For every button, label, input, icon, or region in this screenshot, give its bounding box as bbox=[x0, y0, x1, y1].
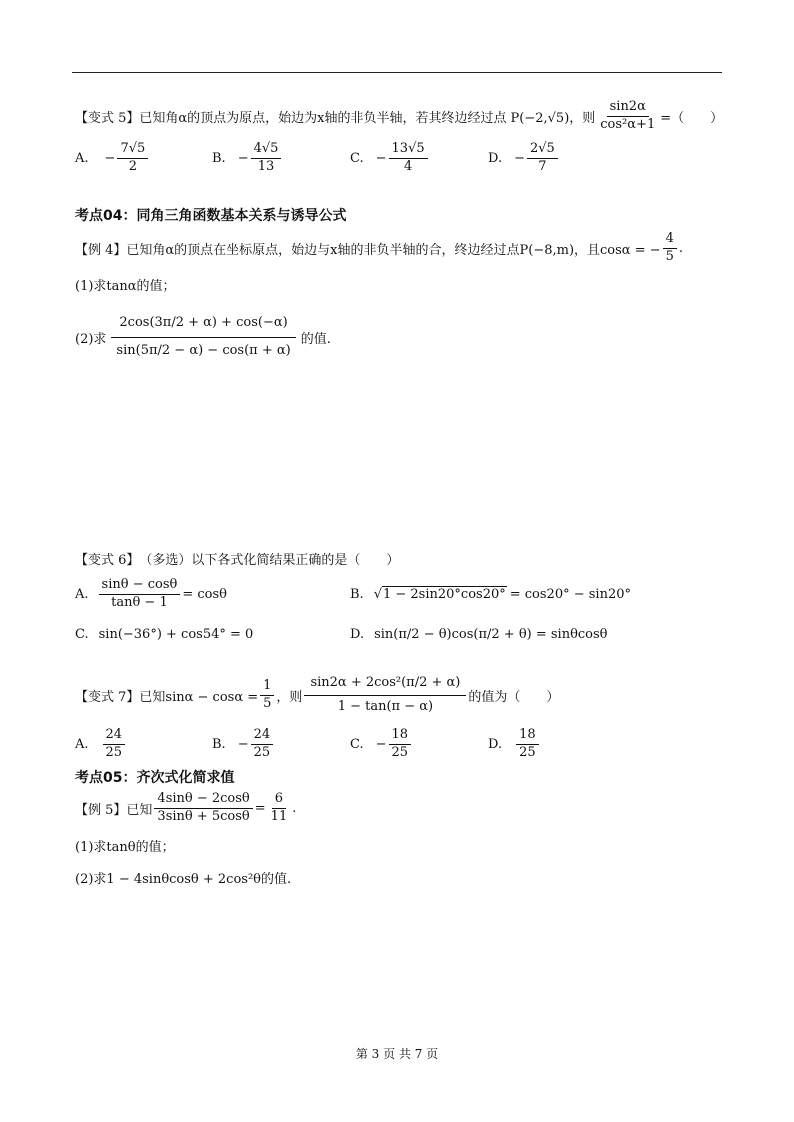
li5-expr: $\frac{4\sin\theta - 2\cos\theta}{3\sin\theta + 5\cos\theta}$ bbox=[154, 792, 252, 825]
li5-q2: (2)求1 − 4sinθcosθ + 2cos²θ的值. bbox=[75, 872, 292, 887]
bianshi7-option-c[interactable]: C. − $\frac{18}{25}$ bbox=[350, 728, 413, 761]
bianshi5-stem bbox=[75, 100, 723, 133]
li4-q1: (1)求tanα的值； bbox=[75, 279, 176, 294]
bianshi6-option-a[interactable]: A. $\frac{\sin\theta - \cos\theta}{\tan\theta - 1}$ = cosθ bbox=[75, 577, 227, 610]
bianshi5-label: 【变式 5】 bbox=[75, 110, 140, 126]
bianshi5-expr: $\frac{\sin 2\alpha}{\text{cos²α+1}}$ bbox=[600, 99, 656, 132]
bianshi5-option-a[interactable]: A. − $\frac{7√5}{2}$ bbox=[75, 142, 150, 175]
li4-stem: 【例 4】 已知角α的顶点在坐标原点，始边与x轴的非负半轴的合，终边经过点P(−8,m)，且cosα = − $\frac{4}{5}$ . bbox=[75, 231, 684, 264]
li5-text: 已知 bbox=[126, 802, 153, 818]
bianshi7-stem: 【变式 7】 已知sinα − cosα = $\frac{1}{5}$ ，则 $\frac{\text{sin2α + 2cos²(π/2 + α)}}{1 - \tan(\pi - \alpha)}$ 的值为（ ） bbox=[75, 672, 559, 719]
section-05-title: 考点05：齐次式化简求值 bbox=[75, 770, 235, 786]
bianshi7-expr: $\frac{\text{sin2α + 2cos²(π/2 + α)}}{1 - \tan(\pi - \alpha)}$ bbox=[304, 672, 466, 719]
li4-label: 【例 4】 bbox=[75, 242, 127, 258]
bianshi7-frac: $\frac{1}{5}$ bbox=[260, 679, 274, 712]
li5-stem: 【例 5】 已知 $\frac{4\sin\theta - 2\cos\theta}{3\sin\theta + 5\cos\theta}$ = $\frac{6}{11}$ . bbox=[75, 791, 297, 824]
li5-label: 【例 5】 bbox=[75, 802, 127, 818]
li4-q2-prefix: (2)求 bbox=[75, 331, 107, 347]
li4-q2 bbox=[75, 310, 331, 365]
bianshi5-option-d[interactable]: D. − $\frac{2√5}{7}$ bbox=[488, 142, 560, 175]
bianshi5-text: 已知角α的顶点为原点，始边为x轴的非负半轴，若其终边经过点 bbox=[139, 110, 507, 126]
bianshi6-text: （多选）以下各式化简结果正确的是（ ） bbox=[139, 553, 400, 568]
bianshi6-option-d[interactable]: D. sin(π/2 − θ)cos(π/2 + θ) = sinθcosθ bbox=[350, 627, 608, 642]
bianshi7-option-b[interactable]: B. − $\frac{24}{25}$ bbox=[212, 728, 275, 761]
bianshi7-option-d[interactable]: D. $\frac{18}{25}$ bbox=[488, 728, 541, 761]
bianshi7-text: 已知sinα − cosα = bbox=[139, 689, 259, 705]
li5-q1: (1)求tanθ的值； bbox=[75, 840, 175, 855]
li4-q2-suffix: 的值. bbox=[300, 331, 331, 347]
bianshi7-tail: 的值为（ ） bbox=[468, 689, 560, 705]
li4-frac: $\frac{4}{5}$ bbox=[663, 232, 677, 265]
li4-text: 已知角α的顶点在坐标原点，始边与x轴的非负半轴的合，终边经过点P(−8,m)，且cosα = − bbox=[126, 242, 661, 258]
bianshi5-option-c[interactable]: C. − $\frac{13√5}{4}$ bbox=[350, 142, 430, 175]
bianshi6-stem bbox=[75, 549, 399, 568]
bianshi5-option-b[interactable]: B. − $\frac{4√5}{13}$ bbox=[212, 142, 283, 175]
header-rule bbox=[72, 72, 722, 73]
section-04-title: 考点04：同角三角函数基本关系与诱导公式 bbox=[75, 208, 347, 224]
bianshi6-option-c[interactable]: C. sin(−36°) + cos54° = 0 bbox=[75, 627, 254, 642]
bianshi6-option-b[interactable]: B. √ 1 − 2sin20°cos20° = cos20° − sin20° bbox=[350, 586, 631, 602]
bianshi5-tail: =（ ） bbox=[660, 110, 724, 126]
bianshi5-point: P(−2,√5)，则 bbox=[510, 110, 596, 126]
bianshi7-option-a[interactable]: A. $\frac{24}{25}$ bbox=[75, 728, 127, 761]
page-number: 第 3 页 共 7 页 bbox=[355, 1047, 439, 1061]
bianshi6-label: 【变式 6】 bbox=[75, 553, 140, 568]
bianshi7-label: 【变式 7】 bbox=[75, 689, 140, 705]
li5-rhs: $\frac{6}{11}$ bbox=[270, 791, 288, 824]
li4-q2-expr: $\frac{2\cos(3\pi/2 + \alpha) + \cos(-\alpha)}{\sin(5\pi/2 - \alpha) - \cos(\pi + \alpha)}$ bbox=[108, 310, 298, 365]
